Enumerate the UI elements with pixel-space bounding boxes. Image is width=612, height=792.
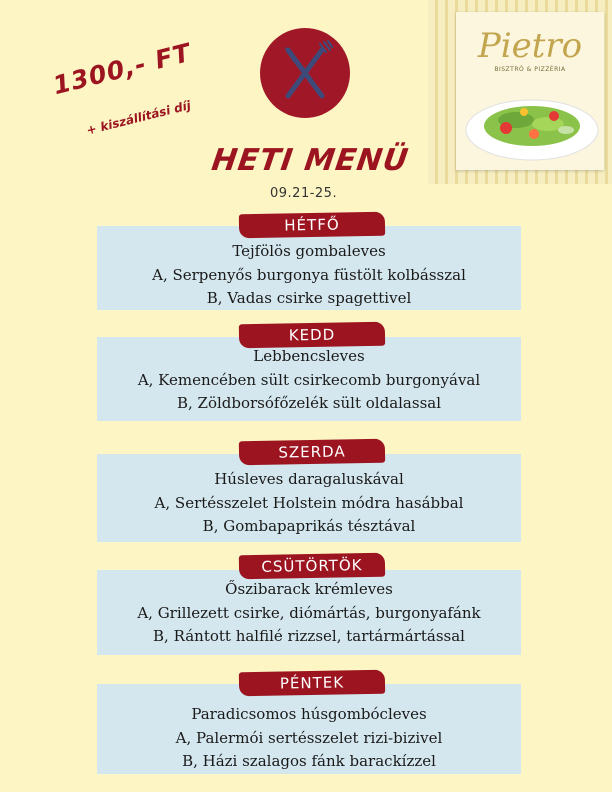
option-b-item: B, Zöldborsófőzelék sült oldalassal [176, 394, 442, 412]
option-a-item: A, Kemencében sült csirkecomb burgonyával [137, 370, 481, 389]
day-banner-friday: PÉNTEK [239, 670, 385, 697]
option-b-item: B, Házi szalagos fánk barackízzel [182, 752, 436, 770]
day-box-monday [97, 226, 521, 310]
salad-plate-image [456, 74, 604, 170]
day-box-tuesday [97, 337, 521, 421]
day-box-friday [97, 684, 521, 774]
option-a-item: A, Grillezett csirke, diómártás, burgonyafánk [137, 603, 481, 622]
soup-item: Paradicsomos húsgombócleves [191, 705, 427, 723]
day-banner-tuesday: KEDD [239, 322, 385, 349]
option-b-item: B, Rántott halfilé rizzsel, tartármártással [153, 627, 465, 645]
brand-card [456, 12, 604, 170]
option-a-item: A, Sertésszelet Holstein módra hasábbal [154, 493, 464, 512]
brand-subtitle: BISZTRÓ & PIZZÉRIA [494, 66, 566, 73]
soup-item: Húsleves daragaluskával [214, 470, 404, 488]
day-box-thursday [97, 570, 521, 655]
option-b-item: B, Vadas csirke spagettivel [206, 289, 412, 307]
day-box-wednesday [97, 454, 521, 542]
day-banner-monday: HÉTFŐ [239, 212, 385, 239]
day-banner-thursday: CSÜTÖRTÖK [239, 553, 385, 580]
option-a-item: A, Serpenyős burgonya füstölt kolbásszal [152, 265, 466, 284]
option-a-item: A, Palermói sertésszelet rizi-bizivel [175, 728, 443, 747]
delivery-note: + kiszállítási díj [85, 98, 193, 138]
option-b-item: B, Gombapaprikás tésztával [202, 517, 416, 535]
day-banner-wednesday: SZERDA [239, 439, 385, 466]
brand-name: Pietro [477, 26, 583, 66]
soup-item: Lebbencsleves [253, 347, 365, 365]
price-label: 1300,- FT [50, 37, 195, 101]
fork-knife-icon [260, 28, 350, 118]
menu-title: HETI MENÜ [209, 143, 411, 178]
soup-item: Tejfölös gombaleves [232, 242, 386, 260]
soup-item: Őszibarack krémleves [225, 580, 393, 598]
menu-dates: 09.21-25. [270, 186, 338, 201]
